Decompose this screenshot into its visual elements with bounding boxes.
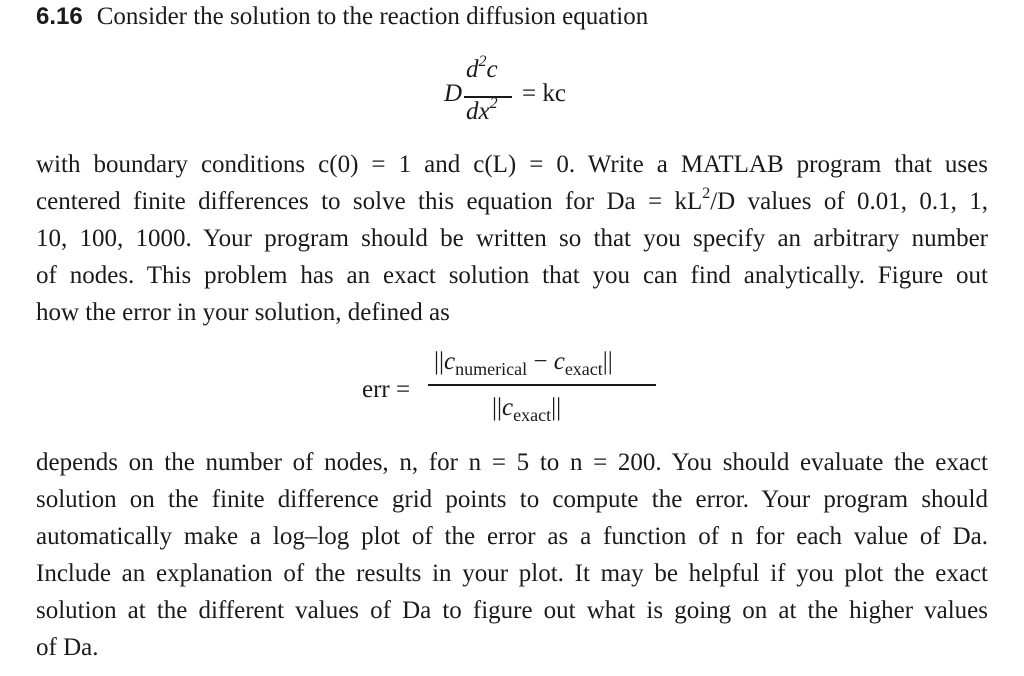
- error-denominator: $||c_{exact}||$: [492, 394, 562, 425]
- text-line: 10, 100, 1000. Your program should be written so that you specify an arbitrary number: [36, 225, 988, 252]
- text-line: depends on the number of nodes, n, for n = 5 to n = 200. You should evaluate the exact: [36, 449, 988, 476]
- text-line: solution on the finite difference grid points to compute the error. Your program should: [36, 486, 988, 513]
- problem-number: 6.16: [36, 3, 83, 30]
- error-definition-equation: [362, 348, 662, 428]
- paragraph-instructions: [36, 444, 988, 666]
- text-line: Include an explanation of the results in your plot. It may be helpful if you plot the exact: [36, 560, 988, 587]
- text-line: solution at the different values of Da to figure out what is going on at the higher values: [36, 597, 988, 624]
- equation-coefficient: D: [444, 80, 463, 107]
- reaction-diffusion-equation: [444, 52, 604, 136]
- text-line: of nodes. This problem has an exact solution that you can find analytically. Figure out: [36, 262, 988, 289]
- equation-numerator: $d^2c$: [466, 52, 498, 83]
- problem-intro: Consider the solution to the reaction diffusion equation: [96, 3, 649, 30]
- text-line: with boundary conditions c(0) = 1 and c(L) = 0. Write a MATLAB program that uses: [36, 151, 988, 178]
- error-numerator: $||c_{numerical} - c_{exact}||$: [434, 348, 613, 379]
- equation-denominator: $dx^2$: [466, 94, 498, 125]
- equation-rhs: = kc: [522, 80, 566, 107]
- text-line: centered finite differences to solve this equation for $Da = kL^2/D$ values of 0.01, 0.1, 1,: [36, 184, 988, 215]
- fraction-bar: [428, 384, 656, 386]
- text-line: how the error in your solution, defined as: [36, 299, 450, 326]
- text-line: automatically make a log–log plot of the error as a function of n for each value of Da.: [36, 523, 988, 550]
- error-lhs: err =: [362, 376, 411, 403]
- problem-heading: [36, 0, 648, 34]
- text-line: of Da.: [36, 634, 99, 661]
- paragraph-boundary-conditions: [36, 146, 988, 331]
